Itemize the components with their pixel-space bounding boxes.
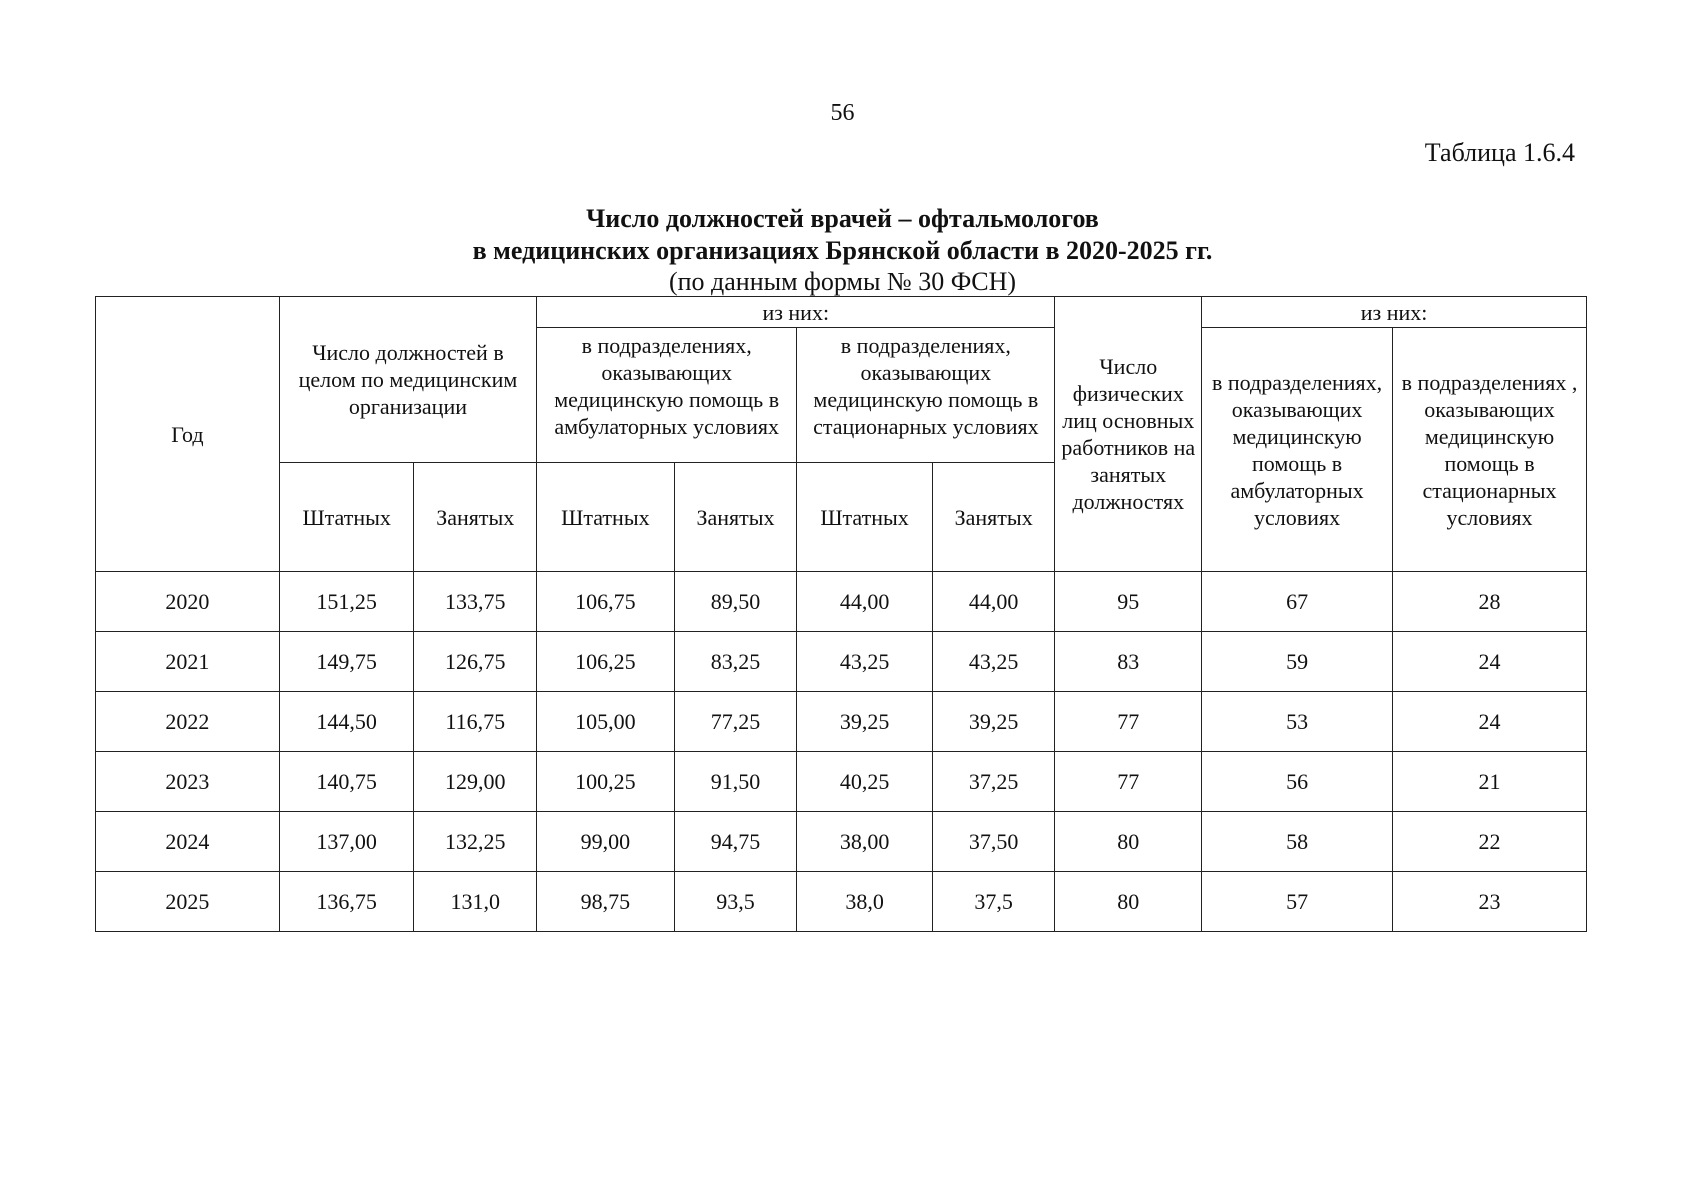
cell-amb-occupied: 83,25 [674, 632, 797, 692]
cell-inp-staff: 38,00 [797, 812, 933, 872]
header-inp-occupied: Занятых [932, 463, 1055, 572]
cell-total-staff: 140,75 [279, 752, 414, 812]
table-row [96, 752, 1587, 812]
cell-amb-occupied: 91,50 [674, 752, 797, 812]
cell-total-staff: 144,50 [279, 692, 414, 752]
table-title [0, 203, 1685, 267]
cell-persons-amb: 59 [1202, 632, 1393, 692]
cell-persons-inp: 22 [1393, 812, 1587, 872]
header-positions-total: Число должностей в целом по медицинским организации [279, 297, 536, 463]
cell-persons-amb: 56 [1202, 752, 1393, 812]
cell-total-occupied: 133,75 [414, 572, 537, 632]
header-persons-ambulatory: в подразделениях, оказывающих медицинскую помощь в амбулаторных условиях [1202, 328, 1393, 572]
header-physical-persons: Число физических лиц основных работников на занятых должностях [1055, 297, 1202, 572]
cell-inp-occupied: 44,00 [932, 572, 1055, 632]
cell-amb-staff: 106,75 [537, 572, 675, 632]
cell-persons-amb: 67 [1202, 572, 1393, 632]
cell-total-staff: 136,75 [279, 872, 414, 932]
header-inpatient: в подразделениях, оказывающих медицинскую помощь в стационарных условиях [797, 328, 1055, 463]
table-label: Таблица 1.6.4 [1424, 138, 1575, 167]
header-inp-staff: Штатных [797, 463, 933, 572]
table-row [96, 632, 1587, 692]
cell-amb-staff: 100,25 [537, 752, 675, 812]
cell-inp-occupied: 39,25 [932, 692, 1055, 752]
header-persons-inpatient: в подразделениях , оказывающих медицинскую помощь в стационарных условиях [1393, 328, 1587, 572]
cell-year: 2024 [96, 812, 280, 872]
cell-persons: 80 [1055, 812, 1202, 872]
header-of-them: из них: [537, 297, 1055, 328]
cell-persons: 77 [1055, 692, 1202, 752]
header-ambulatory: в подразделениях, оказывающих медицинскую помощь в амбулаторных условиях [537, 328, 797, 463]
cell-amb-staff: 98,75 [537, 872, 675, 932]
cell-amb-staff: 99,00 [537, 812, 675, 872]
cell-persons: 95 [1055, 572, 1202, 632]
cell-total-staff: 149,75 [279, 632, 414, 692]
cell-persons: 77 [1055, 752, 1202, 812]
cell-amb-occupied: 93,5 [674, 872, 797, 932]
header-total-staff: Штатных [279, 463, 414, 572]
header-amb-occupied: Занятых [674, 463, 797, 572]
table-row [96, 572, 1587, 632]
title-line-1: Число должностей врачей – офтальмологов [586, 204, 1099, 233]
cell-persons-amb: 53 [1202, 692, 1393, 752]
cell-total-staff: 137,00 [279, 812, 414, 872]
cell-amb-staff: 105,00 [537, 692, 675, 752]
cell-total-occupied: 129,00 [414, 752, 537, 812]
table-row [96, 812, 1587, 872]
cell-persons: 83 [1055, 632, 1202, 692]
cell-inp-staff: 40,25 [797, 752, 933, 812]
cell-year: 2023 [96, 752, 280, 812]
cell-inp-staff: 38,0 [797, 872, 933, 932]
cell-total-occupied: 126,75 [414, 632, 537, 692]
header-of-them-right: из них: [1202, 297, 1587, 328]
header-row-top [96, 297, 1587, 328]
cell-total-occupied: 132,25 [414, 812, 537, 872]
cell-year: 2020 [96, 572, 280, 632]
cell-inp-staff: 43,25 [797, 632, 933, 692]
cell-persons-inp: 21 [1393, 752, 1587, 812]
cell-inp-occupied: 37,25 [932, 752, 1055, 812]
cell-persons-amb: 57 [1202, 872, 1393, 932]
cell-persons-inp: 23 [1393, 872, 1587, 932]
title-line-2: в медицинских организациях Брянской области в 2020-2025 гг. [472, 236, 1213, 265]
cell-year: 2021 [96, 632, 280, 692]
cell-year: 2022 [96, 692, 280, 752]
header-amb-staff: Штатных [537, 463, 675, 572]
cell-inp-staff: 39,25 [797, 692, 933, 752]
cell-persons: 80 [1055, 872, 1202, 932]
cell-amb-occupied: 89,50 [674, 572, 797, 632]
cell-inp-occupied: 37,50 [932, 812, 1055, 872]
cell-persons-inp: 24 [1393, 632, 1587, 692]
header-total-occupied: Занятых [414, 463, 537, 572]
cell-inp-staff: 44,00 [797, 572, 933, 632]
cell-persons-amb: 58 [1202, 812, 1393, 872]
cell-amb-staff: 106,25 [537, 632, 675, 692]
cell-year: 2025 [96, 872, 280, 932]
page-number: 56 [830, 100, 855, 126]
cell-inp-occupied: 43,25 [932, 632, 1055, 692]
cell-amb-occupied: 94,75 [674, 812, 797, 872]
cell-total-staff: 151,25 [279, 572, 414, 632]
table-row [96, 692, 1587, 752]
table-subtitle: (по данным формы № 30 ФСН) [668, 267, 1017, 296]
header-year: Год [96, 297, 280, 572]
cell-inp-occupied: 37,5 [932, 872, 1055, 932]
cell-total-occupied: 131,0 [414, 872, 537, 932]
table-row [96, 872, 1587, 932]
positions-table [95, 296, 1587, 932]
cell-persons-inp: 28 [1393, 572, 1587, 632]
cell-total-occupied: 116,75 [414, 692, 537, 752]
cell-persons-inp: 24 [1393, 692, 1587, 752]
cell-amb-occupied: 77,25 [674, 692, 797, 752]
